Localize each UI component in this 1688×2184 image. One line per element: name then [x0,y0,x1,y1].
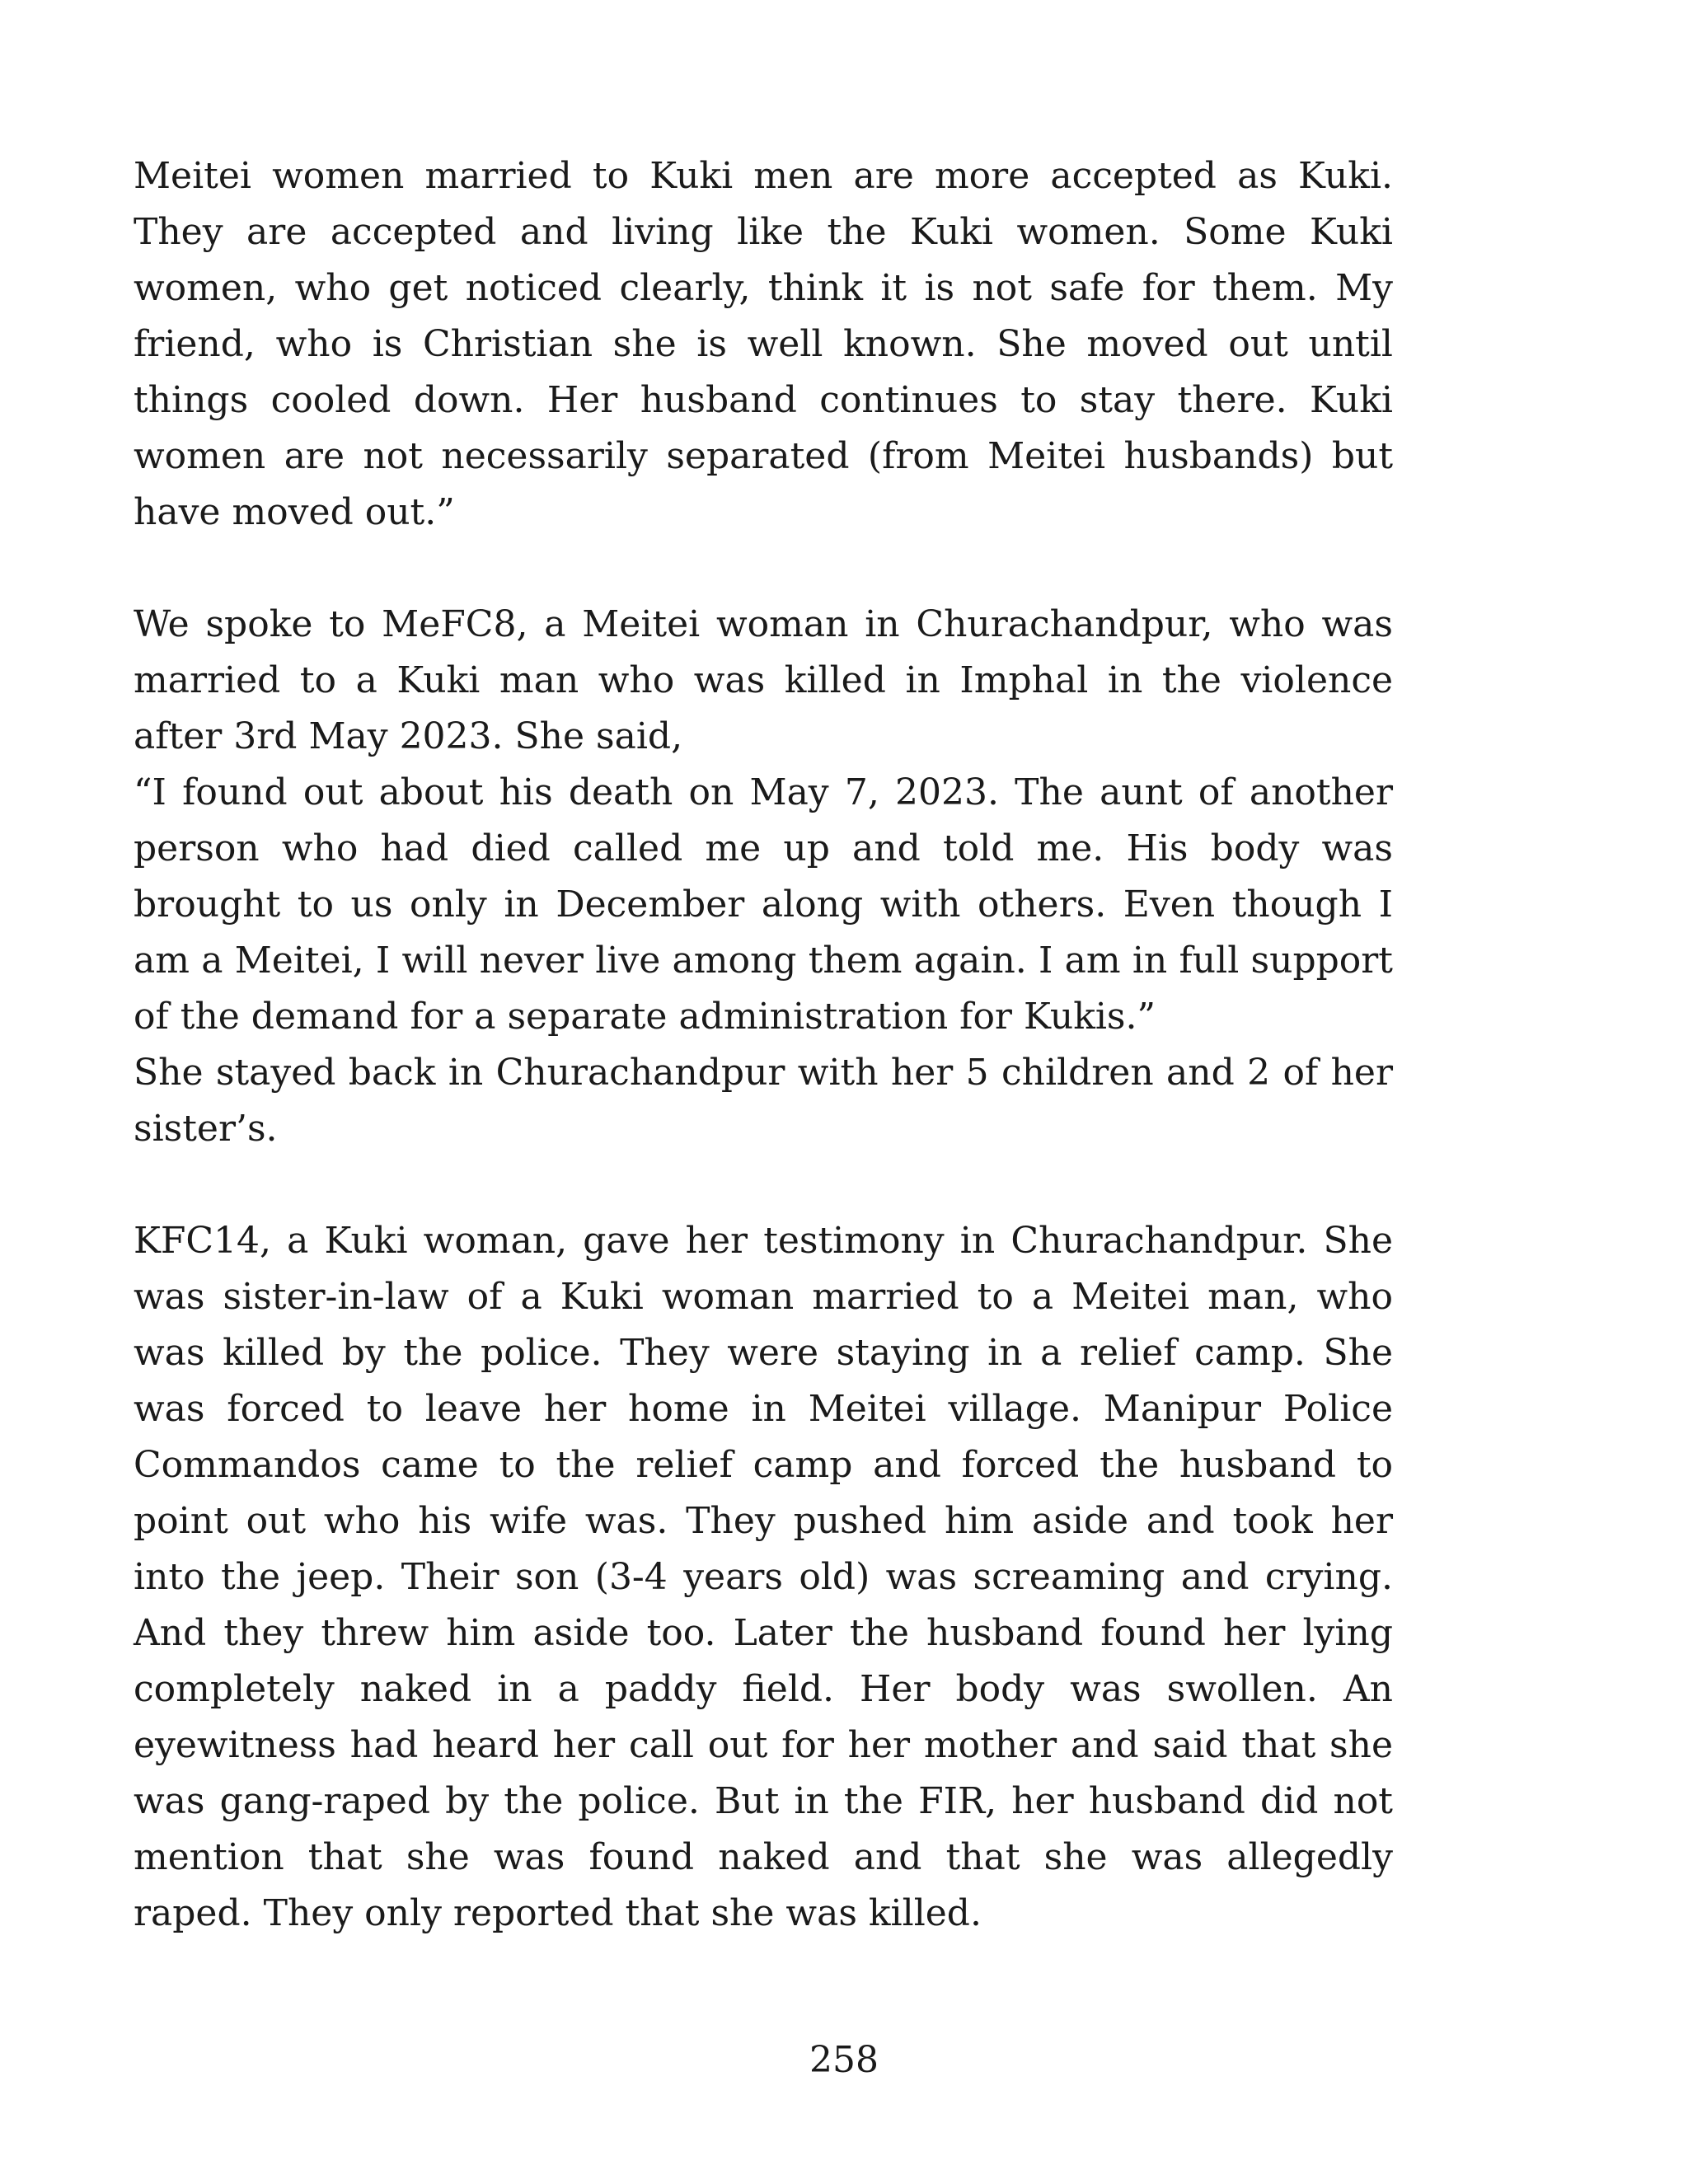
paragraph-2: We spoke to MeFC8, a Meitei woman in Churachandpur, who was married to a Kuki man who was killed in Imphal in the violence after 3rd May 2023. She said, [134,603,1393,757]
page-number: 258 [809,2039,879,2081]
body-text [134,148,1393,1942]
paragraph-4: She stayed back in Churachandpur with her 5 children and 2 of her sister’s. [134,1052,1393,1150]
paragraph-spacer [134,541,1393,597]
paragraph-5: KFC14, a Kuki woman, gave her testimony in Churachandpur. She was sister-in-law of a Kuki woman married to a Meitei man, who was killed by the police. They were staying in a relief camp. She was forced to leave her home in Meitei village. Manipur Police Commandos came to the relief camp and forced the husband to point out who his wife was. They pushed him aside and took her into the jeep. Their son (3-4 years old) was screaming and crying. And they threw him aside too. Later the husband found her lying completely naked in a paddy field. Her body was swollen. An eyewitness had heard her call out for her mother and said that she was gang-raped by the police. But in the FIR, her husband did not mention that she was found naked and that she was allegedly raped. They only reported that she was killed. [134,1220,1393,1934]
paragraph-1: Meitei women married to Kuki men are more accepted as Kuki. They are accepted and living like the Kuki women. Some Kuki women, who get noticed clearly, think it is not safe for them. My friend, who is Christian she is well known. She moved out until things cooled down. Her husband continues to stay there. Kuki women are not necessarily separated (from Meitei husbands) but have moved out.” [134,155,1393,533]
paragraph-3: “I found out about his death on May 7, 2023. The aunt of another person who had died called me up and told me. His body was brought to us only in December along with others. Even though I am a Meitei, I will never live among them again. I am in full support of the demand for a separate administration for Kukis.” [134,771,1393,1038]
paragraph-spacer [134,1157,1393,1213]
